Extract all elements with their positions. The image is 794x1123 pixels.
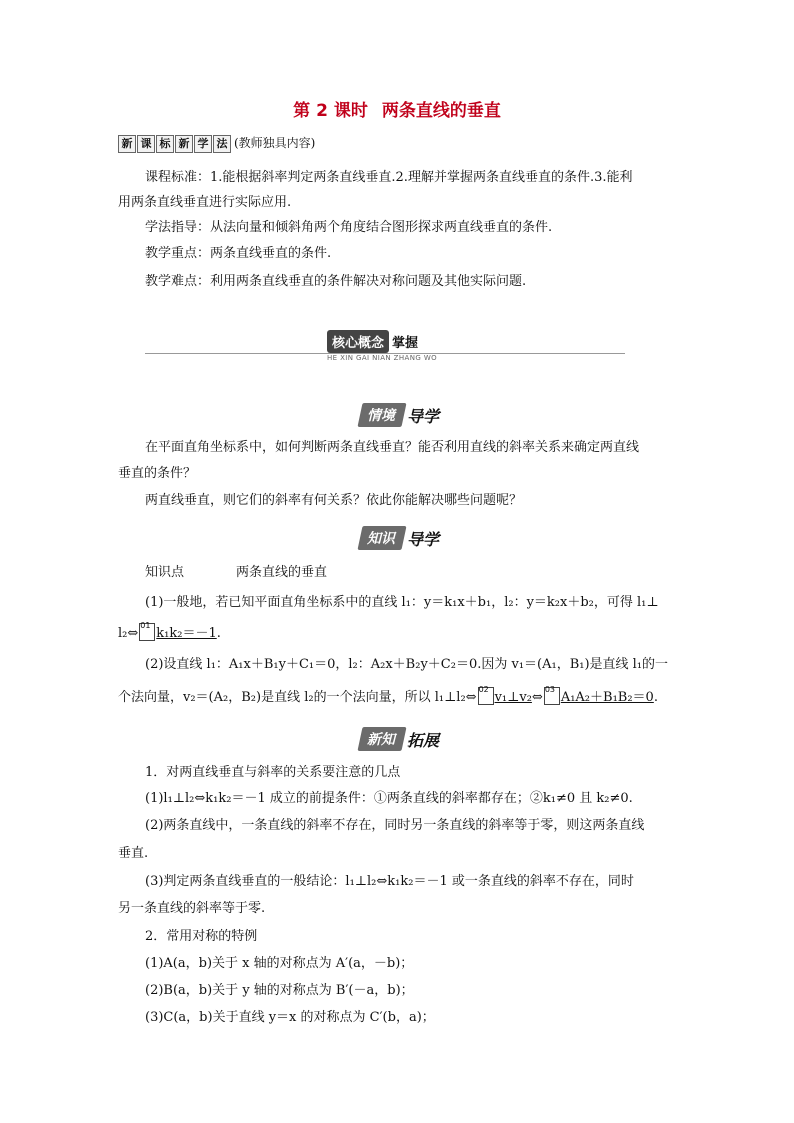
extension-heading-2: 2．常用对称的特例	[145, 929, 258, 944]
extension-dark: 新知	[367, 732, 395, 748]
teaching-key-point: 教学重点：两条直线垂直的条件.	[145, 246, 332, 261]
symmetry-case-3: (3)C(a，b)关于直线 y＝x 的对称点为 C′(b，a)；	[145, 1010, 435, 1025]
tag-char: 课	[137, 135, 155, 153]
tag-char: 新	[175, 135, 193, 153]
curriculum-standard-line1: 课程标准：1.能根据斜率判定两条直线垂直.2.理解并掌握两条直线垂直的条件.3.能利	[145, 170, 633, 185]
new-curriculum-tag	[118, 135, 232, 153]
lesson-label: 第 2 课时	[293, 101, 368, 121]
situation-dark: 情境	[367, 408, 395, 424]
symmetry-case-1: (1)A(a，b)关于 x 轴的对称点为 A′(a，－b)；	[145, 956, 414, 971]
core-concept-banner	[145, 330, 625, 362]
knowledge-light: 导学	[407, 529, 440, 549]
curriculum-standard-line2: 用两条直线垂直进行实际应用.	[118, 195, 292, 210]
teacher-note: (教师独具内容)	[234, 136, 316, 150]
section-heading-knowledge	[360, 526, 439, 550]
extension-light: 拓展	[407, 730, 440, 750]
extension-point-2-line1: (2)两条直线中，一条直线的斜率不存在，同时另一条直线的斜率等于零，则这两条直线	[145, 818, 645, 833]
page-title	[0, 96, 794, 121]
knowledge-point-line	[145, 563, 684, 583]
answer-blank: A₁A₂＋B₁B₂＝0	[560, 690, 654, 705]
extension-point-3-line2: 另一条直线的斜率等于零.	[118, 901, 266, 916]
answer-marker: 02	[478, 687, 494, 705]
extension-point-2-line2: 垂直.	[118, 846, 149, 861]
knowledge-point-label: 知识点	[145, 565, 185, 580]
extension-point-3-line1: (3)判定两条直线垂直的一般结论：l₁⊥l₂⇔k₁k₂＝－1 或一条直线的斜率不存在，同时	[145, 874, 634, 889]
extension-heading-1: 1．对两直线垂直与斜率的关系要注意的几点	[145, 765, 401, 780]
symmetry-case-2: (2)B(a，b)关于 y 轴的对称点为 B′(－a，b)；	[145, 983, 414, 998]
section-heading-situation	[360, 403, 439, 427]
tag-char: 法	[213, 135, 231, 153]
answer-marker: 03	[544, 687, 560, 705]
core-concept-light: 掌握	[392, 335, 419, 351]
extension-point-1: (1)l₁⊥l₂⇔k₁k₂＝－1 成立的前提条件：①两条直线的斜率都存在；②k₁≠0 且 k₂≠0.	[145, 791, 633, 806]
core-concept-badge	[327, 330, 418, 352]
method-guide: 学法指导：从法向量和倾斜角两个角度结合图形探求两直线垂直的条件.	[145, 220, 553, 235]
tag-char: 标	[156, 135, 174, 153]
teaching-difficulty: 教学难点：利用两条直线垂直的条件解决对称问题及其他实际问题.	[145, 274, 527, 289]
knowledge-point-title: 两条直线的垂直	[236, 565, 328, 580]
situation-p1-line2: 垂直的条件？	[118, 466, 197, 481]
situation-p2: 两直线垂直，则它们的斜率有何关系？依此你能解决哪些问题呢？	[145, 493, 523, 508]
situation-p1-line1: 在平面直角坐标系中，如何判断两条直线垂直？能否利用直线的斜率关系来确定两直线	[145, 440, 640, 455]
knowledge-item1-line1: (1)一般地，若已知平面直角坐标系中的直线 l₁：y＝k₁x＋b₁，l₂：y＝k₂x＋b₂，可得 l₁⊥	[145, 595, 659, 610]
intro-tag-line	[118, 133, 684, 154]
core-concept-pinyin: HE XIN GAI NIAN ZHANG WO	[327, 354, 438, 362]
knowledge-dark: 知识	[367, 531, 395, 547]
situation-light: 导学	[407, 406, 440, 426]
knowledge-item1-line2: l₂⇔ 01 k₁k₂＝－1.	[118, 621, 221, 641]
knowledge-item2-line1: (2)设直线 l₁：A₁x＋B₁y＋C₁＝0，l₂：A₂x＋B₂y＋C₂＝0.因为 v₁＝(A₁，B₁)是直线 l₁的一	[145, 657, 669, 672]
section-heading-extension	[360, 727, 439, 751]
core-concept-dark: 核心概念	[327, 330, 389, 353]
knowledge-item2-line2: 个法向量，v₂＝(A₂，B₂)是直线 l₂的一个法向量，所以 l₁⊥l₂⇔ 02 v₁⊥v₂⇔ 03 A₁A₂＋B₁B₂＝0.	[118, 685, 658, 705]
tag-char: 新	[118, 135, 136, 153]
lesson-topic: 两条直线的垂直	[381, 101, 501, 121]
answer-marker: 01	[139, 623, 155, 641]
tag-char: 学	[194, 135, 212, 153]
answer-blank: v₁⊥v₂	[494, 690, 532, 705]
answer-blank: k₁k₂＝－1	[156, 626, 217, 641]
